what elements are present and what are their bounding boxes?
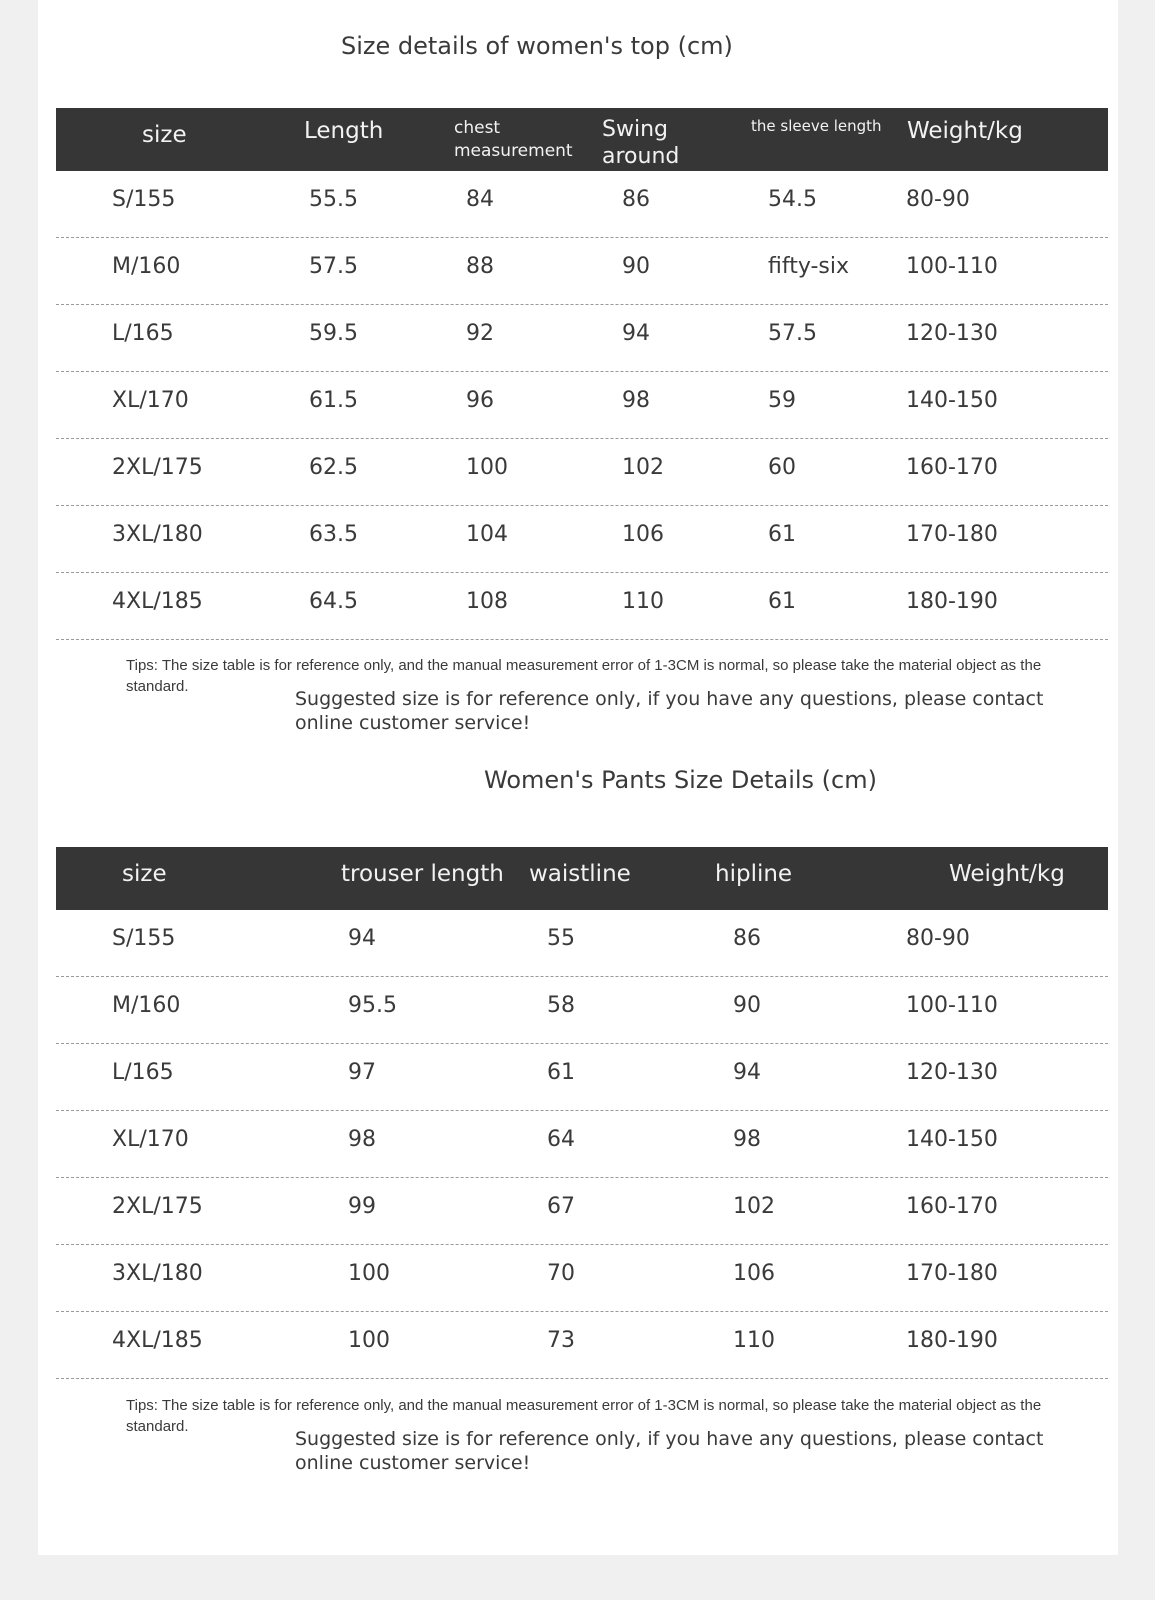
header-trouser-length: trouser length xyxy=(341,861,504,887)
table-cell: 61.5 xyxy=(309,388,358,413)
table-row xyxy=(56,1178,1108,1245)
header-chest-line1: chest xyxy=(454,118,501,138)
table-cell: 80-90 xyxy=(906,926,970,951)
top-size-table xyxy=(56,108,1108,640)
table-cell: 73 xyxy=(547,1328,575,1353)
pants-size-title: Women's Pants Size Details (cm) xyxy=(484,766,877,794)
table-cell: 60 xyxy=(768,455,796,480)
table-cell: 70 xyxy=(547,1261,575,1286)
table-row xyxy=(56,506,1108,573)
table-cell: XL/170 xyxy=(112,1127,189,1152)
table-row xyxy=(56,1111,1108,1178)
table-cell: 61 xyxy=(547,1060,575,1085)
table-row xyxy=(56,238,1108,305)
table-cell: 84 xyxy=(466,187,494,212)
table-cell: M/160 xyxy=(112,254,181,279)
table-row xyxy=(56,1245,1108,1312)
header-weight: Weight/kg xyxy=(907,118,1023,144)
table-cell: 88 xyxy=(466,254,494,279)
table-cell: 110 xyxy=(622,589,664,614)
pants-table-body xyxy=(56,910,1108,1379)
table-cell: 61 xyxy=(768,522,796,547)
header-size: size xyxy=(122,861,167,887)
header-hipline: hipline xyxy=(715,861,793,887)
table-cell: XL/170 xyxy=(112,388,189,413)
table-cell: 106 xyxy=(622,522,664,547)
header-swing-around xyxy=(602,116,679,170)
header-waistline: waistline xyxy=(529,861,631,887)
size-chart-page xyxy=(38,0,1118,1555)
table-cell: 94 xyxy=(733,1060,761,1085)
pants-tip-text: Tips: The size table is for reference only, and the manual measurement error of 1-3CM is normal, so please take the material object as the standard. xyxy=(126,1397,1042,1435)
table-cell: 3XL/180 xyxy=(112,1261,203,1286)
table-cell: fifty-six xyxy=(768,254,850,279)
table-cell: 100 xyxy=(348,1261,390,1286)
table-cell: 86 xyxy=(622,187,650,212)
table-cell: 100 xyxy=(348,1328,390,1353)
header-swing-line1: Swing xyxy=(602,117,668,142)
table-cell: 57.5 xyxy=(768,321,817,346)
table-cell: 98 xyxy=(622,388,650,413)
table-cell: 102 xyxy=(733,1194,775,1219)
table-cell: 140-150 xyxy=(906,388,998,413)
table-row xyxy=(56,910,1108,977)
table-cell: 3XL/180 xyxy=(112,522,203,547)
table-cell: 100 xyxy=(466,455,508,480)
header-chest-measurement xyxy=(454,117,573,163)
table-row xyxy=(56,305,1108,372)
table-cell: 61 xyxy=(768,589,796,614)
table-cell: 4XL/185 xyxy=(112,1328,203,1353)
table-cell: 94 xyxy=(348,926,376,951)
table-cell: 108 xyxy=(466,589,508,614)
table-cell: 64.5 xyxy=(309,589,358,614)
table-cell: 95.5 xyxy=(348,993,397,1018)
top-tip-text: Tips: The size table is for reference only, and the manual measurement error of 1-3CM is normal, so please take the material object as the standard. xyxy=(126,657,1042,695)
table-cell: 160-170 xyxy=(906,1194,998,1219)
header-weight: Weight/kg xyxy=(949,861,1065,887)
table-cell: 57.5 xyxy=(309,254,358,279)
table-cell: 55.5 xyxy=(309,187,358,212)
header-swing-line2: around xyxy=(602,144,680,169)
table-cell: 170-180 xyxy=(906,1261,998,1286)
pants-suggestion-text: Suggested size is for reference only, if you have any questions, please contact online customer service! xyxy=(295,1428,1044,1474)
table-cell: 54.5 xyxy=(768,187,817,212)
table-cell: 160-170 xyxy=(906,455,998,480)
table-row xyxy=(56,372,1108,439)
table-cell: S/155 xyxy=(112,187,176,212)
header-size: size xyxy=(142,122,187,148)
table-row xyxy=(56,171,1108,238)
table-cell: 110 xyxy=(733,1328,775,1353)
table-cell: 59.5 xyxy=(309,321,358,346)
table-cell: 140-150 xyxy=(906,1127,998,1152)
top-table-header xyxy=(56,108,1108,171)
table-row xyxy=(56,573,1108,640)
table-cell: 120-130 xyxy=(906,1060,998,1085)
table-cell: 104 xyxy=(466,522,508,547)
pants-size-table xyxy=(56,847,1108,1379)
table-cell: 106 xyxy=(733,1261,775,1286)
table-cell: 2XL/175 xyxy=(112,1194,203,1219)
header-chest-line2: measurement xyxy=(454,141,573,161)
table-cell: 170-180 xyxy=(906,522,998,547)
table-cell: 92 xyxy=(466,321,494,346)
table-cell: 100-110 xyxy=(906,254,998,279)
table-cell: 58 xyxy=(547,993,575,1018)
top-suggestion-text: Suggested size is for reference only, if you have any questions, please contact online customer service! xyxy=(295,688,1044,734)
pants-table-header xyxy=(56,847,1108,910)
table-cell: 80-90 xyxy=(906,187,970,212)
header-length: Length xyxy=(304,118,384,144)
table-cell: 62.5 xyxy=(309,455,358,480)
table-cell: S/155 xyxy=(112,926,176,951)
table-cell: M/160 xyxy=(112,993,181,1018)
table-cell: L/165 xyxy=(112,1060,174,1085)
table-cell: 100-110 xyxy=(906,993,998,1018)
table-cell: 64 xyxy=(547,1127,575,1152)
table-cell: 120-130 xyxy=(906,321,998,346)
table-cell: 96 xyxy=(466,388,494,413)
header-sleeve-length: the sleeve length xyxy=(751,117,882,135)
table-cell: 102 xyxy=(622,455,664,480)
table-cell: 86 xyxy=(733,926,761,951)
table-cell: 97 xyxy=(348,1060,376,1085)
table-cell: 4XL/185 xyxy=(112,589,203,614)
table-cell: L/165 xyxy=(112,321,174,346)
table-row xyxy=(56,1044,1108,1111)
table-cell: 99 xyxy=(348,1194,376,1219)
table-cell: 90 xyxy=(622,254,650,279)
table-cell: 98 xyxy=(348,1127,376,1152)
top-size-title: Size details of women's top (cm) xyxy=(341,32,733,60)
table-row xyxy=(56,439,1108,506)
table-cell: 55 xyxy=(547,926,575,951)
table-row xyxy=(56,977,1108,1044)
top-table-body xyxy=(56,171,1108,640)
table-cell: 67 xyxy=(547,1194,575,1219)
table-cell: 2XL/175 xyxy=(112,455,203,480)
table-cell: 90 xyxy=(733,993,761,1018)
table-cell: 180-190 xyxy=(906,589,998,614)
table-row xyxy=(56,1312,1108,1379)
table-cell: 180-190 xyxy=(906,1328,998,1353)
table-cell: 98 xyxy=(733,1127,761,1152)
table-cell: 94 xyxy=(622,321,650,346)
table-cell: 63.5 xyxy=(309,522,358,547)
table-cell: 59 xyxy=(768,388,796,413)
